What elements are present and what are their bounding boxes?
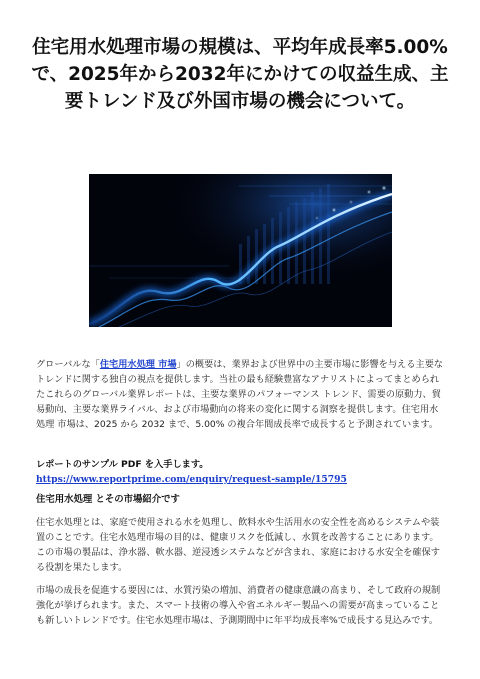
growth-chart-illustration <box>89 174 392 327</box>
intro-prefix: グローバルな「 <box>36 359 100 370</box>
sample-request-line <box>36 457 446 487</box>
page-title: 住宅用水処理市場の規模は、平均年成長率5.00%で、2025年から2032年にかけての収益生成、主要トレンド及び外国市場の機会について。 <box>31 37 449 112</box>
sample-request-link[interactable]: https://www.reportprime.com/enquiry/request-sample/15795 <box>36 474 347 485</box>
hero-image <box>89 174 392 327</box>
market-definition-paragraph: 住宅水処理とは、家庭で使用される水を処理し、飲料水や生活用水の安全性を高めるシステムや装置のことです。住宅水処理市場の目的は、健康リスクを低減し、水質を改善することにあります。この市場の製品は、浄水器、軟水器、逆浸透システムなどが含まれ、家庭における水安全を確保する役割を果たします。 <box>36 517 440 573</box>
market-link[interactable]: 住宅用水処理 市場 <box>99 359 177 370</box>
intro-suffix: 」の概要は、業界および世界中の主要市場に影響を与える主要なトレンドに関する独自の視点を提供します。当社の最も経験豊富なアナリストによってまとめられたこれらのグローバル業界レポートは、主要な業界のパフォーマンス トレンド、需要の原動力、貿易動向、主要な業界ライバル、および市場動向の将来の変化に関する洞察を提供します。住宅用水処理 市場は、2025 から 2032 まで、5.00% の複合年間成長率で成長すると予測されています。 <box>36 359 443 430</box>
market-drivers-paragraph: 市場の成長を促進する要因には、水質汚染の増加、消費者の健康意識の高まり、そして政府の規制強化が挙げられます。また、スマート技術の導入や省エネルギー製品への需要が高まっていることも新しいトレンドです。住宅水処理市場は、予測期間中に年平均成長率%で成長する見込みです。 <box>36 585 441 626</box>
section-heading: 住宅用水処理 とその市場紹介です <box>36 494 180 505</box>
sample-label: レポートのサンプル PDF を入手します。 <box>36 459 209 470</box>
intro-paragraph <box>36 357 446 432</box>
